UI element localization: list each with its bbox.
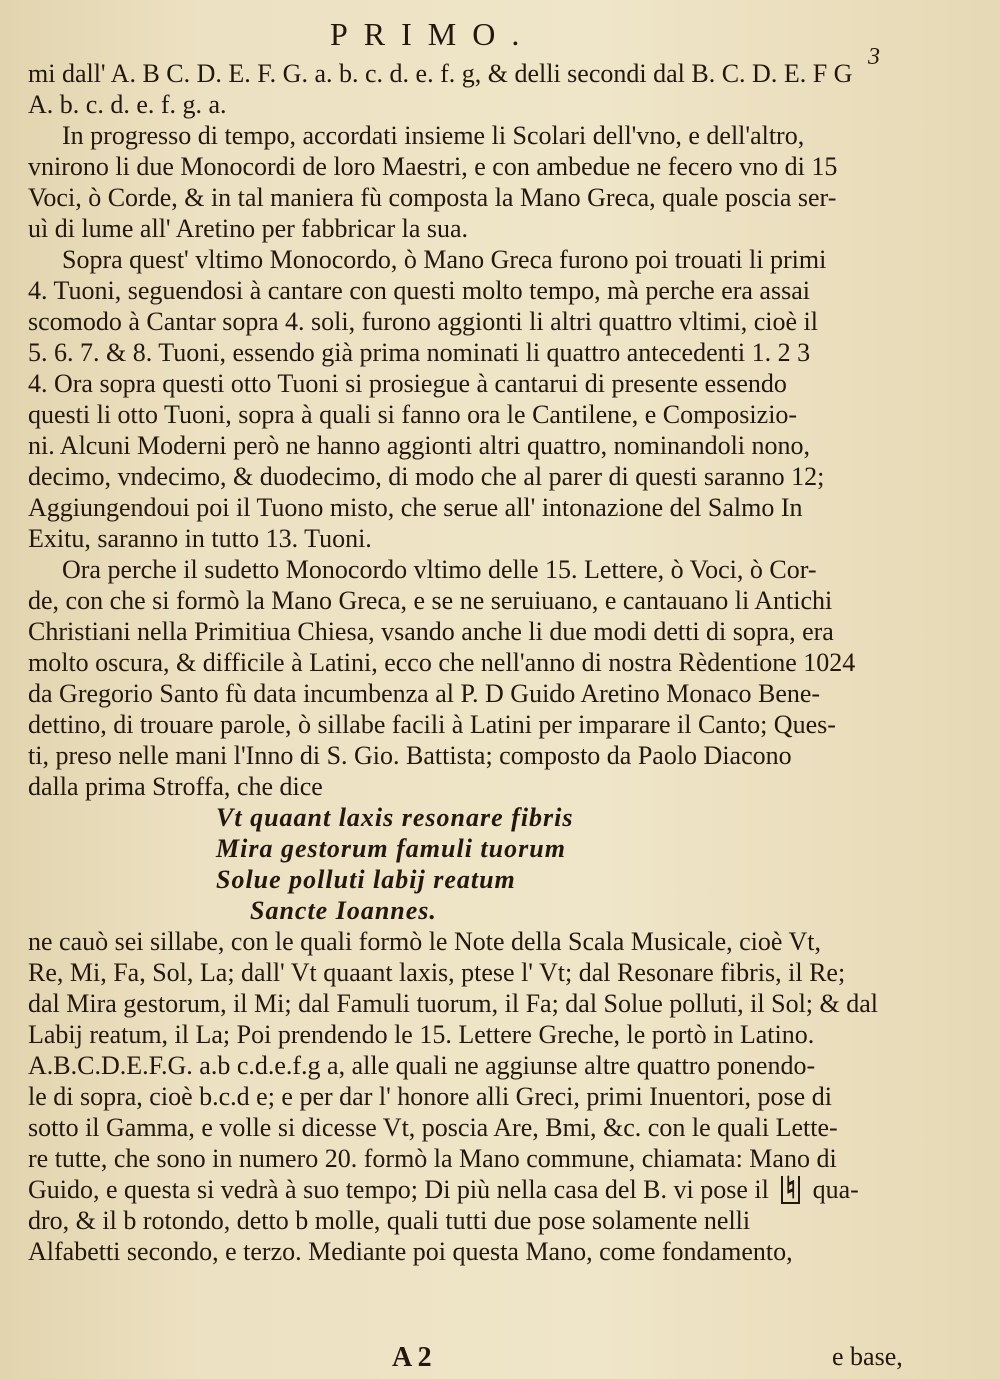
verse-line: Vt quaant laxis resonare fibris bbox=[216, 803, 574, 832]
verse-line: Solue polluti labij reatum bbox=[216, 865, 516, 894]
text-line: dettino, di trouare parole, ò sillabe facili à Latini per imparare il Canto; Ques- bbox=[28, 710, 836, 739]
text-line: vnirono li due Monocordi de loro Maestri, e con ambedue ne fecero vno di 15 bbox=[28, 152, 838, 181]
catchword: e base, bbox=[832, 1342, 903, 1371]
text-line: scomodo à Cantar sopra 4. soli, furono aggionti li altri quattro vltimi, cioè il bbox=[28, 307, 818, 336]
text-line: Exitu, saranno in tutto 13. Tuoni. bbox=[28, 524, 372, 553]
text-line: ni. Alcuni Moderni però ne hanno aggionti altri quattro, nominandoli nono, bbox=[28, 431, 811, 460]
text-line: Voci, ò Corde, & in tal maniera fù composta la Mano Greca, quale poscia ser- bbox=[28, 183, 837, 212]
text-line: dro, & il b rotondo, detto b molle, quali tutti due pose solamente nelli bbox=[28, 1206, 751, 1235]
text-segment: qua- bbox=[812, 1175, 859, 1204]
paragraph-start-line: Sopra quest' vltimo Monocordo, ò Mano Greca furono poi trouati li primi bbox=[62, 245, 827, 274]
text-line: A.B.C.D.E.F.G. a.b c.d.e.f.g a, alle quali ne aggiunse altre quattro ponendo- bbox=[28, 1051, 816, 1080]
page-header bbox=[0, 16, 1000, 70]
text-line: mi dall' A. B C. D. E. F. G. a. b. c. d. e. f. g, & delli secondi dal B. C. D. E. F G bbox=[28, 59, 853, 88]
b-quadro-symbol: ♮ bbox=[781, 1176, 800, 1204]
text-line: dal Mira gestorum, il Mi; dal Famuli tuorum, il Fa; dal Solue polluti, il Sol; & dal bbox=[28, 989, 879, 1018]
verse-line: Mira gestorum famuli tuorum bbox=[216, 834, 566, 863]
text-line: de, con che si formò la Mano Greca, e se ne seruiuano, e cantauano li Antichi bbox=[28, 586, 833, 615]
verse-line: Sancte Ioannes. bbox=[250, 896, 437, 925]
text-line: ti, preso nelle mani l'Inno di S. Gio. Battista; composto da Paolo Diacono bbox=[28, 741, 792, 770]
text-line-with-symbol bbox=[28, 1174, 980, 1205]
page-number: 3 bbox=[868, 44, 880, 70]
text-line: sotto il Gamma, e volle si dicesse Vt, poscia Are, Bmi, &c. con le quali Lette- bbox=[28, 1113, 838, 1142]
text-line: Alfabetti secondo, e terzo. Mediante poi questa Mano, come fondamento, bbox=[28, 1237, 793, 1266]
text-line: dalla prima Stroffa, che dice bbox=[28, 772, 323, 801]
text-line: decimo, vndecimo, & duodecimo, di modo che al parer di questi saranno 12; bbox=[28, 462, 825, 491]
page-footer bbox=[0, 1342, 1000, 1376]
text-line: uì di lume all' Aretino per fabbricar la sua. bbox=[28, 214, 469, 243]
hymn-verse bbox=[28, 802, 980, 926]
text-line: Christiani nella Primitiua Chiesa, vsando anche li due modi detti di sopra, era bbox=[28, 617, 834, 646]
text-line: Re, Mi, Fa, Sol, La; dall' Vt quaant laxis, ptese l' Vt; dal Resonare fibris, il Re; bbox=[28, 958, 846, 987]
text-line: da Gregorio Santo fù data incumbenza al P. D Guido Aretino Monaco Bene- bbox=[28, 679, 821, 708]
text-line: A. b. c. d. e. f. g. a. bbox=[28, 90, 227, 119]
text-line: questi li otto Tuoni, sopra à quali si fanno ora le Cantilene, e Composizio- bbox=[28, 400, 798, 429]
text-line: re tutte, che sono in numero 20. formò la Mano commune, chiamata: Mano di bbox=[28, 1144, 837, 1173]
text-line: Aggiungendoui poi il Tuono misto, che serue all' intonazione del Salmo In bbox=[28, 493, 803, 522]
body-text bbox=[28, 58, 980, 1267]
text-line: Labij reatum, il La; Poi prendendo le 15. Lettere Greche, le portò in Latino. bbox=[28, 1020, 815, 1049]
text-line: molto oscura, & difficile à Latini, ecco che nell'anno di nostra Rèdentione 1024 bbox=[28, 648, 856, 677]
running-head: PRIMO. bbox=[330, 16, 536, 52]
signature-mark: A 2 bbox=[392, 1342, 432, 1373]
paragraph-start-line: Ora perche il sudetto Monocordo vltimo delle 15. Lettere, ò Voci, ò Cor- bbox=[62, 555, 817, 584]
text-line: ne cauò sei sillabe, con le quali formò le Note della Scala Musicale, cioè Vt, bbox=[28, 927, 821, 956]
text-line: le di sopra, cioè b.c.d e; e per dar l' honore alli Greci, primi Inuentori, pose di bbox=[28, 1082, 832, 1111]
text-line: 4. Ora sopra questi otto Tuoni si prosiegue à cantarui di presente essendo bbox=[28, 369, 787, 398]
text-line: 5. 6. 7. & 8. Tuoni, essendo già prima nominati li quattro antecedenti 1. 2 3 bbox=[28, 338, 811, 367]
paragraph-start-line: In progresso di tempo, accordati insieme li Scolari dell'vno, e dell'altro, bbox=[62, 121, 805, 150]
text-line: 4. Tuoni, seguendosi à cantare con questi molto tempo, mà perche era assai bbox=[28, 276, 810, 305]
text-segment: Guido, e questa si vedrà à suo tempo; Di più nella casa del B. vi pose il bbox=[28, 1175, 769, 1204]
